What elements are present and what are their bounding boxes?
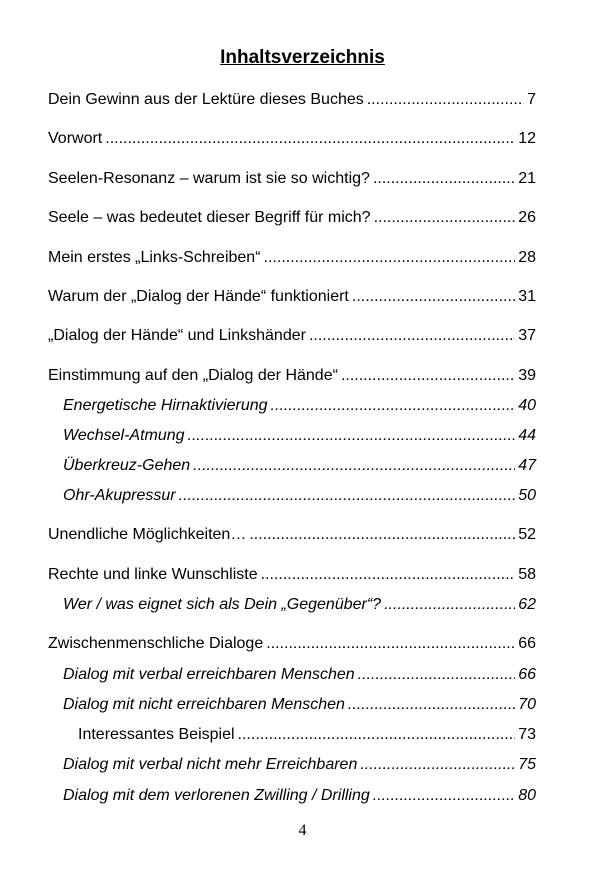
dot-leader (348, 695, 515, 715)
dot-leader (373, 169, 515, 189)
toc-entry-page: 66 (518, 666, 536, 683)
dot-leader (309, 326, 515, 346)
toc-entry-text: Ohr-Akupressur (63, 487, 176, 504)
toc-subentry (63, 755, 536, 775)
toc-entry-text: Dialog mit verbal erreichbaren Menschen (63, 666, 355, 683)
toc-entry-page: 7 (527, 91, 536, 108)
dot-leader (179, 486, 516, 506)
dot-leader (352, 287, 515, 307)
dot-leader (367, 90, 524, 110)
toc-entry-text: Energetische Hirnaktivierung (63, 397, 268, 414)
toc-entry-page: 80 (518, 787, 536, 804)
toc-entry-text: Dialog mit dem verlorenen Zwilling / Drilling (63, 787, 370, 804)
toc-entry (48, 326, 536, 346)
toc-entry-text: Unendliche Möglichkeiten… (48, 526, 247, 543)
toc-subentry (63, 786, 536, 806)
toc-subentry (63, 456, 536, 476)
toc-entry-text: Einstimmung auf den „Dialog der Hände“ (48, 367, 338, 384)
toc-entry-text: Zwischenmenschliche Dialoge (48, 635, 264, 652)
toc-entry-page: 66 (518, 635, 536, 652)
toc-entry-text: Warum der „Dialog der Hände“ funktioniert (48, 288, 349, 305)
dot-leader (341, 366, 515, 386)
toc-entry-page: 73 (518, 726, 536, 743)
toc-entry-text: Überkreuz-Gehen (63, 457, 191, 474)
toc-subentry (63, 665, 536, 685)
toc-title: Inhaltsverzeichnis (220, 47, 385, 68)
dot-leader (264, 248, 516, 268)
dot-leader (105, 129, 515, 149)
toc-entry-page: 58 (518, 566, 536, 583)
toc-subentry (63, 486, 536, 506)
toc-entry-page: 44 (518, 427, 536, 444)
toc-subsubentry (78, 725, 536, 745)
toc-entry (48, 208, 536, 228)
toc-entry-page: 40 (518, 397, 536, 414)
toc-subentry (63, 695, 536, 715)
dot-leader (360, 755, 515, 775)
toc-entry-page: 12 (518, 130, 536, 147)
toc-entry (48, 565, 536, 585)
toc-entry-text: Interessantes Beispiel (78, 726, 235, 743)
toc-entry-page: 50 (518, 487, 536, 504)
toc-entry-page: 70 (518, 696, 536, 713)
dot-leader (374, 208, 516, 228)
toc-entry-text: Vorwort (48, 130, 103, 147)
toc-entry-text: Wer / was eignet sich als Dein „Gegenüber“? (63, 596, 382, 613)
toc-entry (48, 169, 536, 189)
toc-entry (48, 525, 536, 545)
toc-entry (48, 634, 536, 654)
dot-leader (193, 456, 515, 476)
page-number: 4 (298, 822, 307, 839)
toc-entry (48, 129, 536, 149)
dot-leader (249, 525, 515, 545)
toc-entry-text: Dialog mit nicht erreichbaren Menschen (63, 696, 345, 713)
dot-leader (188, 426, 516, 446)
toc-entry-page: 37 (518, 327, 536, 344)
toc-entry-text: Rechte und linke Wunschliste (48, 566, 258, 583)
toc-entry-page: 26 (518, 209, 536, 226)
toc-entry-text: Mein erstes „Links-Schreiben“ (48, 249, 261, 266)
toc-subentry (63, 595, 536, 615)
dot-leader (358, 665, 516, 685)
toc-entry (48, 248, 536, 268)
toc-entry-text: Wechsel-Atmung (63, 427, 185, 444)
toc-entry-page: 47 (518, 457, 536, 474)
toc-entry (48, 287, 536, 307)
toc-entry-page: 75 (518, 756, 536, 773)
toc-subentry (63, 426, 536, 446)
toc-entry-page: 28 (518, 249, 536, 266)
dot-leader (261, 565, 516, 585)
dot-leader (373, 786, 515, 806)
dot-leader (238, 725, 516, 745)
toc-entry-page: 21 (518, 170, 536, 187)
toc-subentry (63, 396, 536, 416)
toc-entry-text: Dein Gewinn aus der Lektüre dieses Buches (48, 91, 364, 108)
dot-leader (384, 595, 515, 615)
toc-entry-page: 62 (518, 596, 536, 613)
toc-entry-page: 52 (518, 526, 536, 543)
toc-entry-text: Dialog mit verbal nicht mehr Erreichbaren (63, 756, 358, 773)
dot-leader (271, 396, 516, 416)
toc-entry (48, 90, 536, 110)
toc-entry-page: 39 (518, 367, 536, 384)
toc-entry-text: Seele – was bedeutet dieser Begriff für mich? (48, 209, 371, 226)
toc-entry-page: 31 (518, 288, 536, 305)
toc-entry-text: Seelen-Resonanz – warum ist sie so wichtig? (48, 170, 370, 187)
dot-leader (266, 634, 515, 654)
toc-entry-text: „Dialog der Hände“ und Linkshänder (48, 327, 306, 344)
toc-entry (48, 366, 536, 386)
